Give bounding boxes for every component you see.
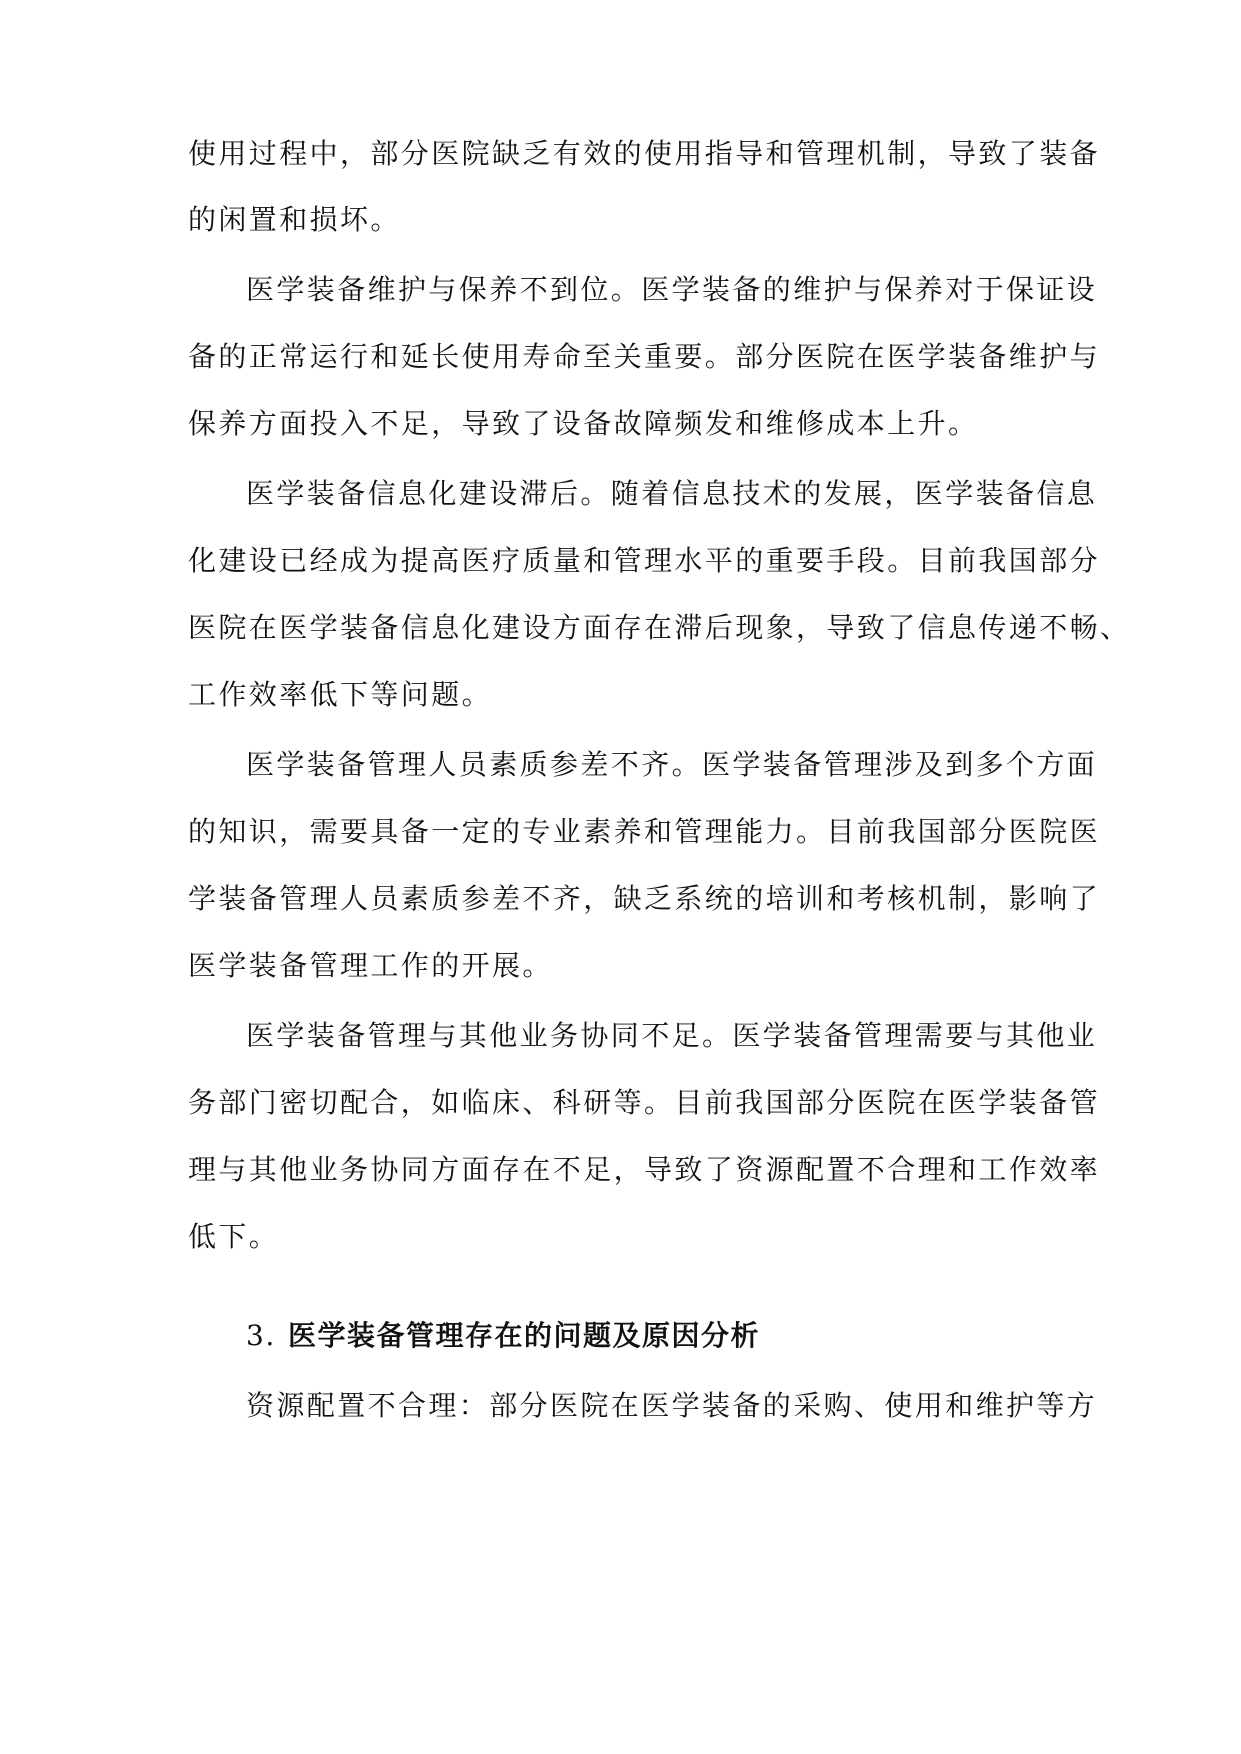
paragraph-line: 医学装备信息化建设滞后。随着信息技术的发展，医学装备信息 (246, 477, 1098, 510)
paragraph-line: 医学装备管理人员素质参差不齐。医学装备管理涉及到多个方面 (246, 748, 1098, 781)
section-title: 医学装备管理存在的问题及原因分析 (288, 1319, 761, 1352)
paragraph-line: 化建设已经成为提高医疗质量和管理水平的重要手段。目前我国部分 (188, 544, 1101, 577)
paragraph-line: 资源配置不合理：部分医院在医学装备的采购、使用和维护等方 (246, 1389, 1098, 1422)
paragraph-line: 医学装备维护与保养不到位。医学装备的维护与保养对于保证设 (246, 273, 1098, 306)
paragraph-line: 的闲置和损坏。 (188, 203, 401, 236)
paragraph-line: 工作效率低下等问题。 (188, 678, 493, 711)
paragraph-line: 医学装备管理与其他业务协同不足。医学装备管理需要与其他业 (246, 1019, 1098, 1052)
section-heading (246, 1316, 760, 1356)
paragraph-line: 学装备管理人员素质参差不齐，缺乏系统的培训和考核机制，影响了 (188, 882, 1101, 915)
paragraph-line: 医学装备管理工作的开展。 (188, 949, 553, 982)
paragraph-line: 的知识，需要具备一定的专业素养和管理能力。目前我国部分医院医 (188, 815, 1101, 848)
paragraph-line: 使用过程中，部分医院缺乏有效的使用指导和管理机制，导致了装备 (188, 137, 1101, 170)
paragraph-line: 理与其他业务协同方面存在不足，导致了资源配置不合理和工作效率 (188, 1153, 1101, 1186)
paragraph-line: 备的正常运行和延长使用寿命至关重要。部分医院在医学装备维护与 (188, 340, 1101, 373)
paragraph-line: 医院在医学装备信息化建设方面存在滞后现象，导致了信息传递不畅、 (188, 611, 1131, 644)
section-number: 3. (246, 1319, 276, 1352)
paragraph-line: 低下。 (188, 1220, 280, 1253)
paragraph-line: 保养方面投入不足，导致了设备故障频发和维修成本上升。 (188, 407, 979, 440)
paragraph-line: 务部门密切配合，如临床、科研等。目前我国部分医院在医学装备管 (188, 1086, 1101, 1119)
